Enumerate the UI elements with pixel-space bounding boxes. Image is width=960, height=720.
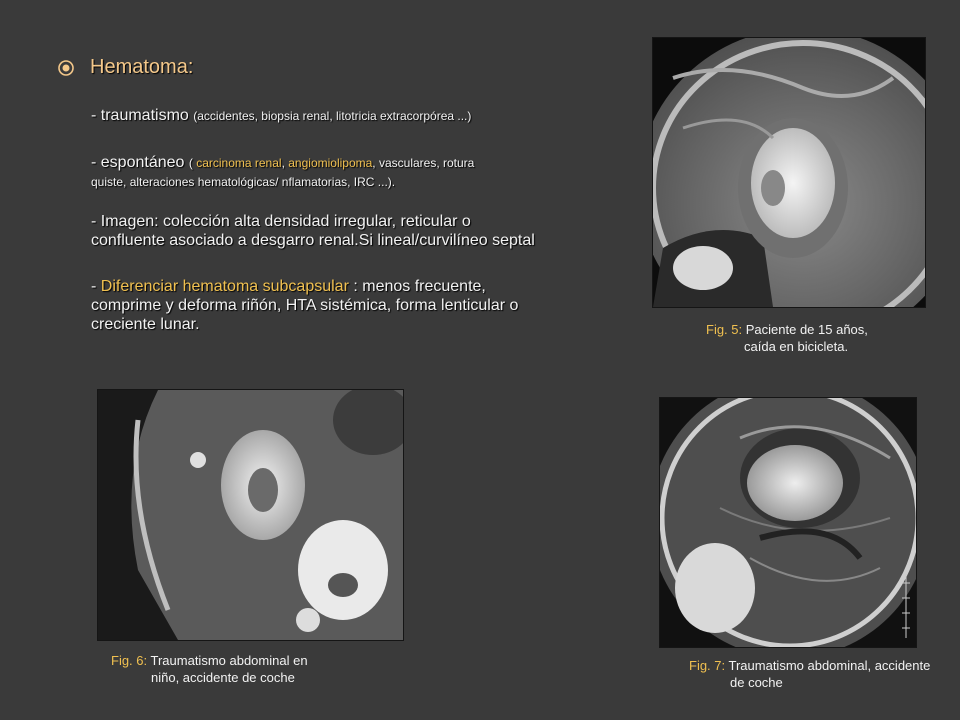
subcapsular-highlight: Diferenciar hematoma subcapsular — [100, 278, 354, 295]
ct-image-fig5 — [652, 37, 926, 308]
bullet-imagen: - Imagen: colección alta densidad irregular, reticular o confluente asociado a desgarro renal.Si lineal/curvilíneo septal — [91, 213, 535, 249]
carcinoma-highlight: carcinoma renal — [196, 156, 282, 170]
caption-fig7: Fig. 7: Traumatismo abdominal, accidente de coche — [689, 658, 931, 690]
bullet-circle-icon — [58, 60, 74, 76]
slide-heading: Hematoma: — [90, 56, 194, 78]
caption-fig6: Fig. 6: Traumatismo abdominal en niño, accidente de coche — [111, 653, 308, 685]
ct-image-fig6 — [97, 389, 404, 641]
caption-fig5: Fig. 5: Paciente de 15 años, caída en bicicleta. — [706, 322, 868, 354]
heading-row — [58, 56, 193, 79]
bullet-espontaneo: - espontáneo ( carcinoma renal, angiomiolipoma, vasculares, rotura quiste, alteraciones hematológicas/ nflamatorias, IRC ...). — [91, 154, 475, 189]
bullet-traumatismo: - traumatismo (accidentes, biopsia renal, litotricia extracorpórea ...) — [91, 107, 472, 124]
ct-image-fig7 — [659, 397, 917, 648]
angiomiolipoma-highlight: angiomiolipoma — [288, 156, 373, 170]
bullet-diferenciar: - Diferenciar hematoma subcapsular : menos frecuente, comprime y deforma riñón, HTA sistémica, forma lenticular o creciente lunar. — [91, 278, 519, 333]
